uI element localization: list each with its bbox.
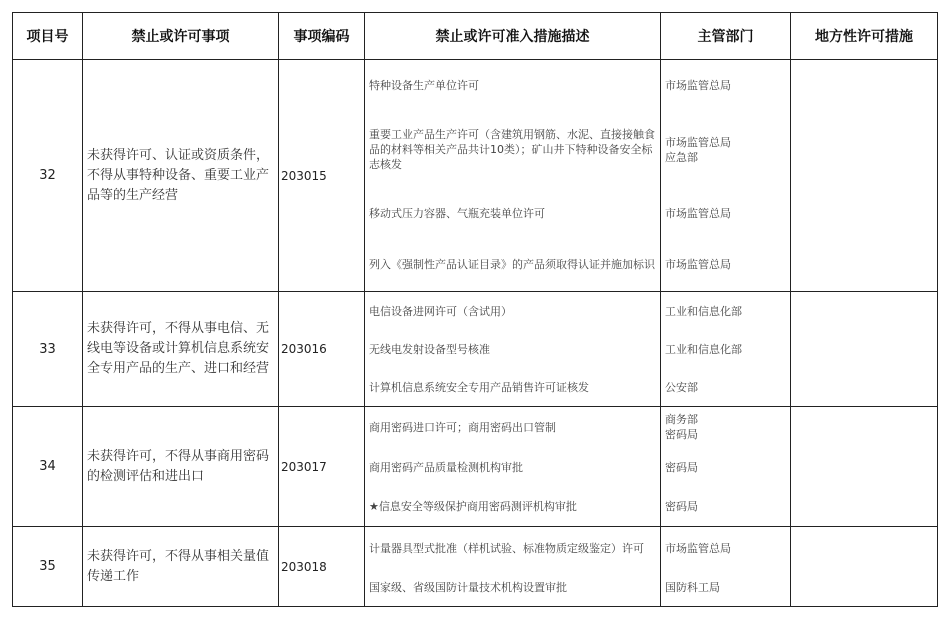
local-measure-cell (791, 60, 938, 292)
department-list (661, 60, 791, 292)
local-measure-cell (791, 527, 938, 607)
department: 密码局 (665, 500, 698, 513)
measure-description: 计量器具型式批准（样机试验、标准物质定级鉴定）许可 (369, 542, 644, 555)
measure-list (365, 407, 661, 527)
item-number: 32 (13, 60, 83, 292)
department-list (661, 292, 791, 407)
header-row (13, 13, 938, 60)
department: 商务部 密码局 (665, 413, 698, 441)
measure-description: 重要工业产品生产许可（含建筑用钢筋、水泥、直接接触食品的材料等相关产品共计10类）；矿山井下特种设备安全标志核发 (369, 128, 655, 171)
department: 工业和信息化部 (665, 342, 742, 356)
matter-code: 203017 (279, 407, 365, 527)
department-list (661, 527, 791, 607)
header-code: 事项编码 (279, 13, 365, 60)
department: 市场监管总局 (665, 207, 731, 220)
item-number: 35 (13, 527, 83, 607)
department: 市场监管总局 (665, 542, 731, 555)
item-number: 34 (13, 407, 83, 527)
item-number: 33 (13, 292, 83, 407)
table-row (13, 60, 938, 292)
measure-description: 无线电发射设备型号核准 (369, 342, 490, 356)
matter-text: 未获得许可，不得从事相关量值传递工作 (83, 527, 279, 607)
department: 国防科工局 (665, 581, 720, 594)
permit-table (12, 12, 938, 607)
department: 公安部 (665, 380, 698, 394)
matter-code: 203016 (279, 292, 365, 407)
header-matter: 禁止或许可事项 (83, 13, 279, 60)
local-measure-cell (791, 292, 938, 407)
header-item-number: 项目号 (13, 13, 83, 60)
matter-text: 未获得许可、认证或资质条件，不得从事特种设备、重要工业产品等的生产经营 (83, 60, 279, 292)
measure-list (365, 60, 661, 292)
measure-description: 国家级、省级国防计量技术机构设置审批 (369, 581, 567, 594)
department: 市场监管总局 (665, 258, 731, 271)
table-row (13, 407, 938, 527)
department-list (661, 407, 791, 527)
measure-description: 移动式压力容器、气瓶充装单位许可 (369, 207, 545, 220)
measure-description: 列入《强制性产品认证目录》的产品须取得认证并施加标识 (369, 258, 655, 271)
permit-table-container (12, 12, 937, 608)
measure-description: 电信设备进网许可（含试用） (369, 304, 512, 318)
matter-text: 未获得许可，不得从事商用密码的检测评估和进出口 (83, 407, 279, 527)
header-department: 主管部门 (661, 13, 791, 60)
department: 密码局 (665, 460, 698, 474)
header-measure-description: 禁止或许可准入措施描述 (365, 13, 661, 60)
department: 市场监管总局 (665, 79, 731, 92)
department: 市场监管总局 应急部 (665, 135, 731, 164)
header-local-measures: 地方性许可措施 (791, 13, 938, 60)
department: 工业和信息化部 (665, 304, 742, 318)
matter-code: 203018 (279, 527, 365, 607)
matter-text: 未获得许可，不得从事电信、无线电等设备或计算机信息系统安全专用产品的生产、进口和经营 (83, 292, 279, 407)
measure-description: ★信息安全等级保护商用密码测评机构审批 (369, 500, 577, 513)
measure-list (365, 292, 661, 407)
measure-list (365, 527, 661, 607)
measure-description: 商用密码产品质量检测机构审批 (369, 460, 523, 474)
matter-code: 203015 (279, 60, 365, 292)
measure-description: 特种设备生产单位许可 (369, 79, 479, 92)
measure-description: 计算机信息系统安全专用产品销售许可证核发 (369, 380, 589, 394)
table-row (13, 527, 938, 607)
local-measure-cell (791, 407, 938, 527)
measure-description: 商用密码进口许可；商用密码出口管制 (369, 420, 556, 434)
table-row (13, 292, 938, 407)
